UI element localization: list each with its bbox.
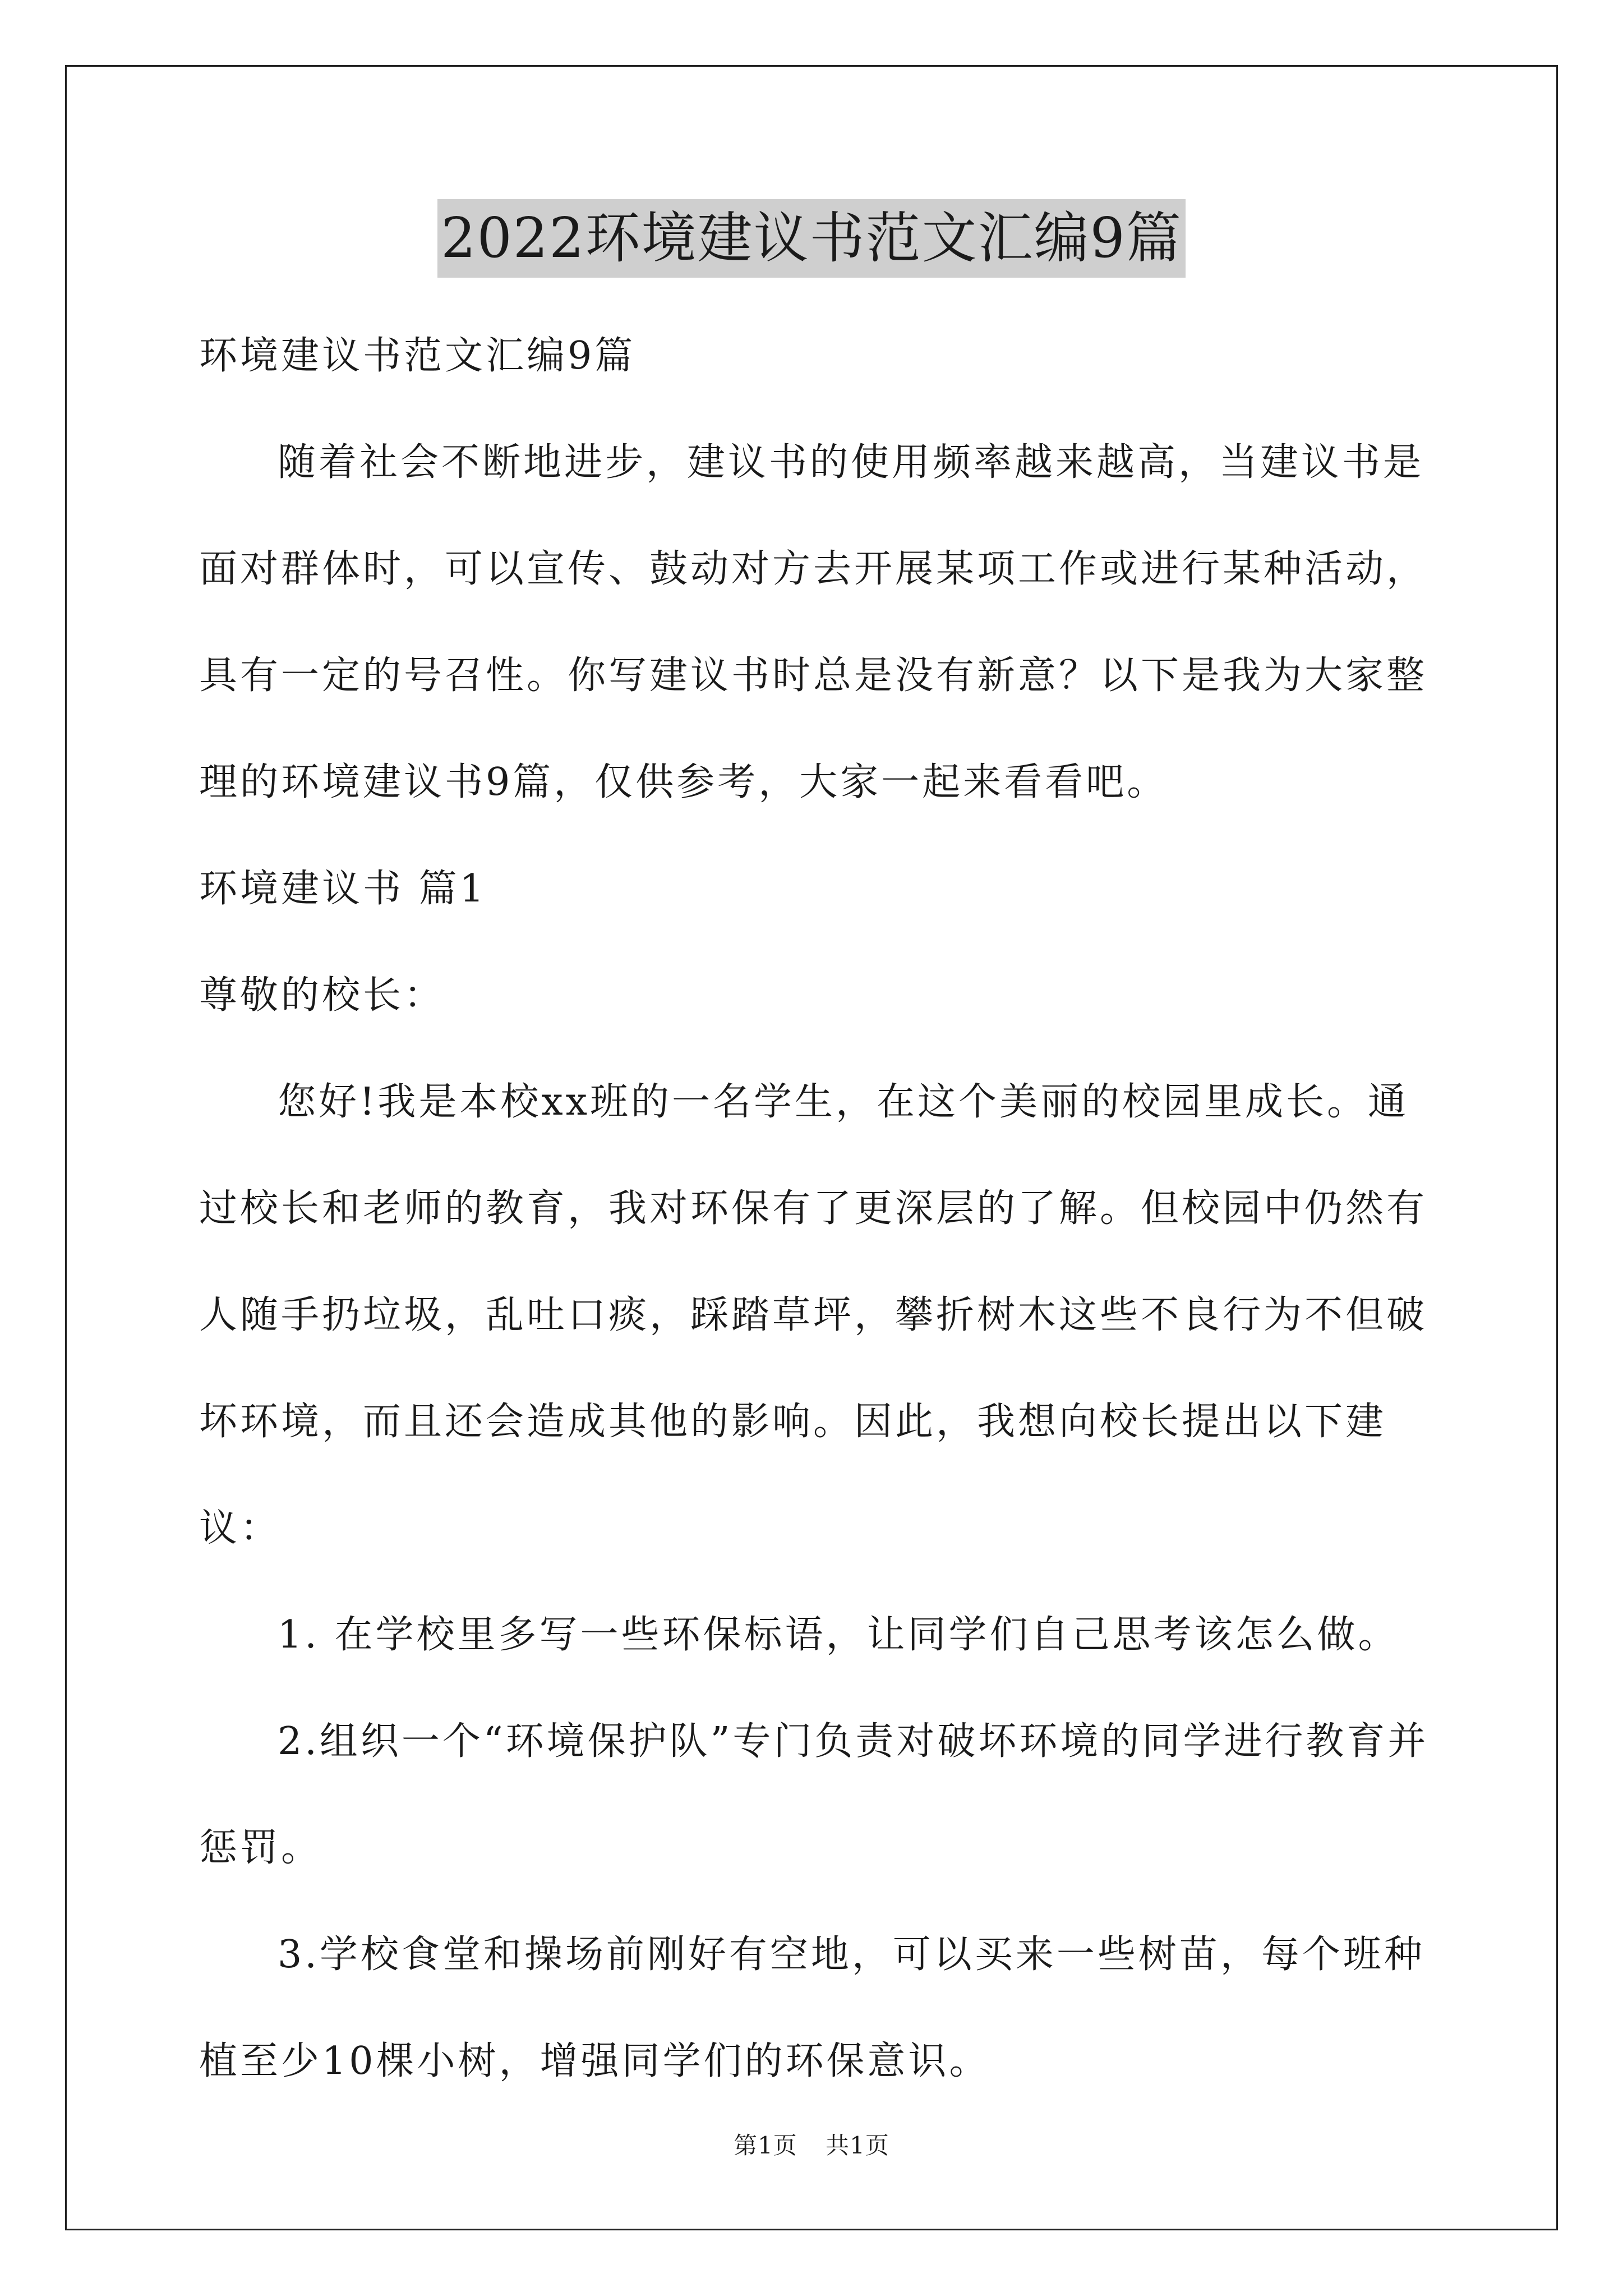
suggestion-item-3: 3.学校食堂和操场前刚好有空地，可以买来一些树苗，每个班种植至少10棵小树，增强同学们的环保意识。 [199,1932,1425,2083]
page-total: 共1页 [826,2132,889,2159]
document-body [199,303,1433,2115]
section-heading: 环境建议书 篇1 [199,867,487,911]
title-container [0,199,1623,278]
page-footer [0,2129,1623,2162]
suggestion-item-1: 1. 在学校里多写一些环保标语，让同学们自己思考该怎么做。 [278,1613,1399,1657]
document-title: 2022环境建议书范文汇编9篇 [437,199,1186,278]
document-subtitle: 环境建议书范文汇编9篇 [199,334,636,378]
body-paragraph: 您好!我是本校xx班的一名学生，在这个美丽的校园里成长。通过校长和老师的教育，我对环保有了更深层的了解。但校园中仍然有人随手扔垃圾，乱吐口痰，踩踏草坪，攀折树木这些不良行为不但破坏环境，而且还会造成其他的影响。因此，我想向校长提出以下建议： [199,1080,1428,1550]
page-number: 第1页 [734,2132,797,2159]
salutation: 尊敬的校长： [199,973,445,1018]
suggestion-item-2: 2.组织一个“环境保护队”专门负责对破坏环境的同学进行教育并惩罚。 [199,1719,1429,1870]
intro-paragraph: 随着社会不断地进步，建议书的使用频率越来越高，当建议书是面对群体时，可以宣传、鼓动对方去开展某项工作或进行某种活动，具有一定的号召性。你写建议书时总是没有新意？以下是我为大家整理的环境建议书9篇，仅供参考，大家一起来看看吧。 [199,440,1428,804]
